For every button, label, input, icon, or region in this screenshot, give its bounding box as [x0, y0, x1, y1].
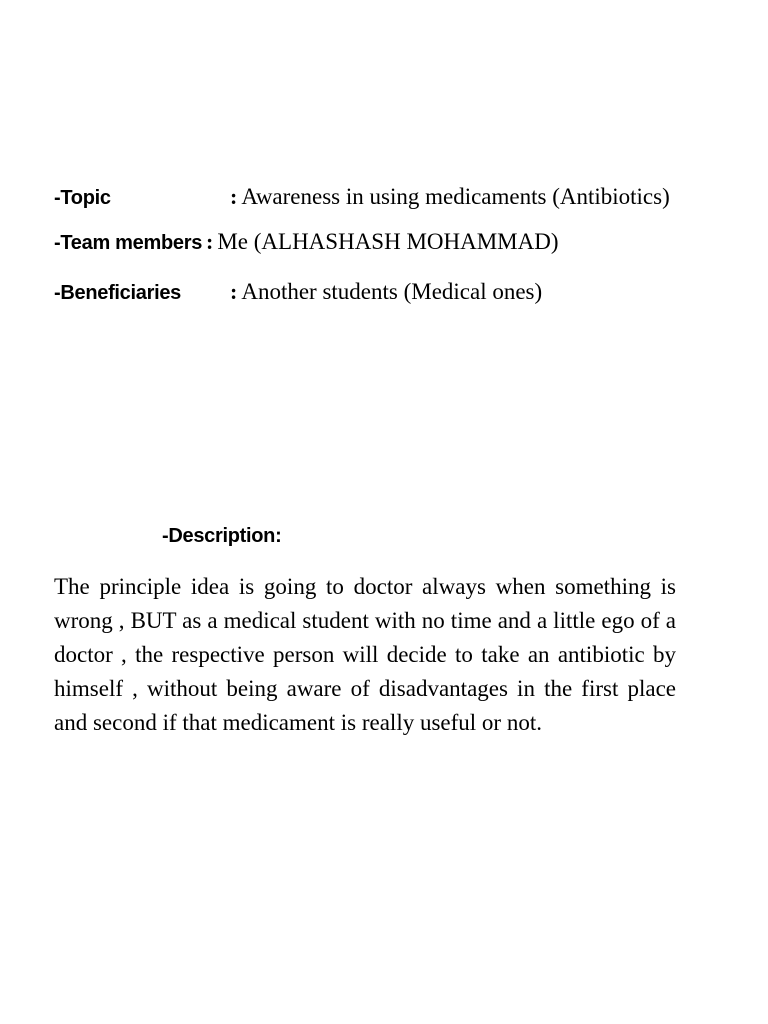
team-members-separator: : [206, 229, 214, 254]
topic-label: -Topic [54, 187, 111, 209]
beneficiaries-separator: : [230, 279, 238, 304]
topic-separator: : [230, 184, 238, 209]
description-heading: -Description: [162, 525, 282, 547]
beneficiaries-value: Another students (Medical ones) [241, 279, 543, 304]
team-members-row [54, 229, 559, 255]
description-body: The principle idea is going to doctor always when something is wrong , BUT as a medical student with no time and a little ego of a doctor , the respective person will decide to take an antibiotic by himself , without being aware of disadvantages in the first place and second if that medicament is really useful or not. [54, 574, 676, 735]
team-members-label: -Team members [54, 232, 203, 254]
topic-value: Awareness in using medicaments (Antibiotics) [241, 184, 670, 209]
beneficiaries-label: -Beneficiaries [54, 282, 181, 304]
team-members-value: Me (ALHASHASH MOHAMMAD) [217, 229, 559, 254]
beneficiaries-row [54, 279, 542, 305]
topic-row [54, 184, 670, 210]
